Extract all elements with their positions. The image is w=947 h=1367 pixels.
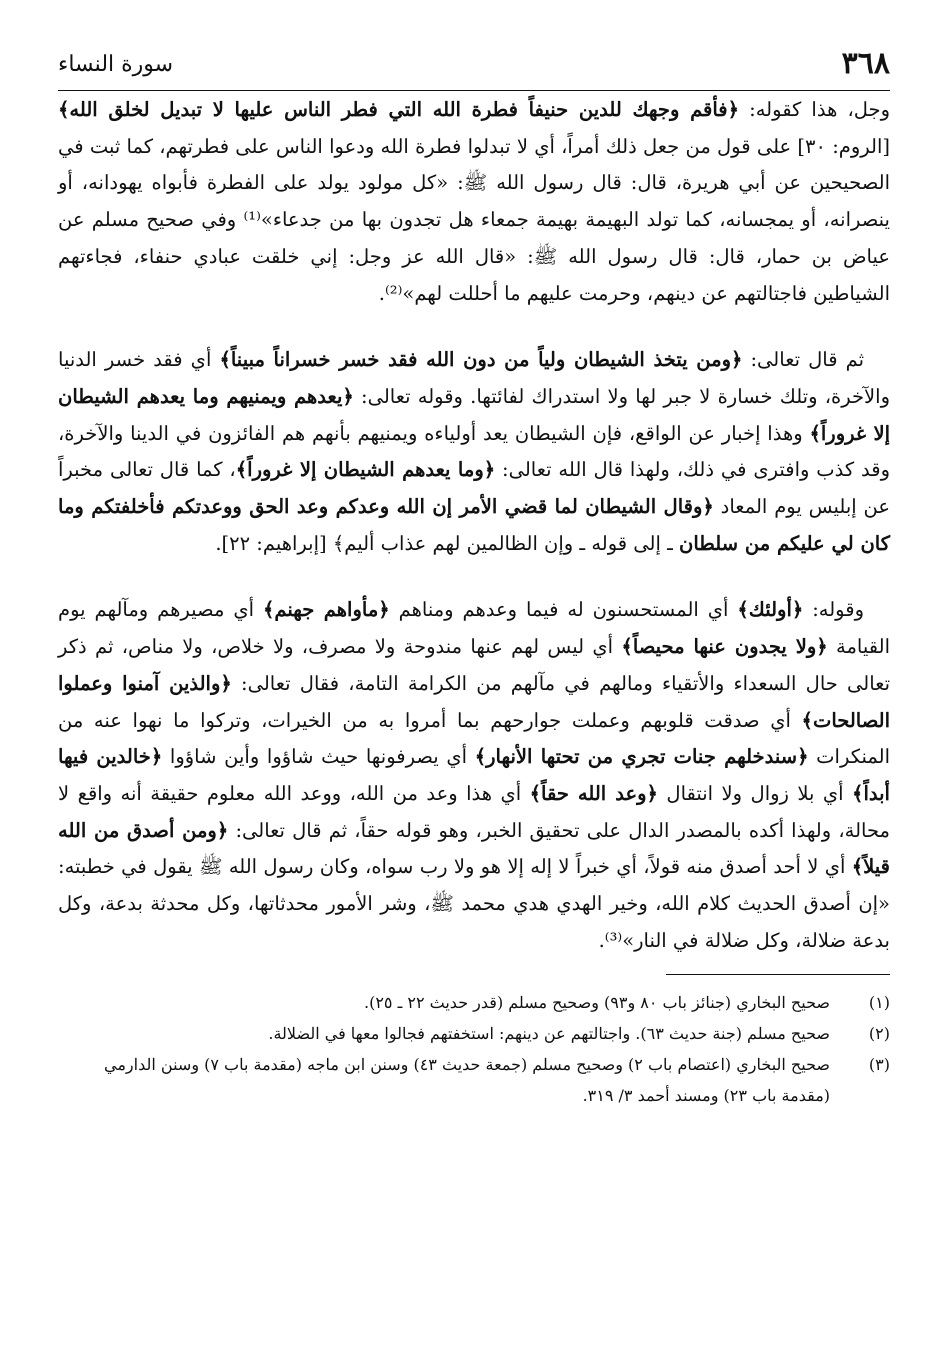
page-number: ٣٦٨ <box>841 46 890 81</box>
commentary-text: أي هذا وعد من الله، ووعد الله معلوم حقيقة أنه واقع لا محالة، ولهذا أكده بالمصدر الدال على تحقيق الخبر، وهو قوله حقاً، ثم قال تعالى: <box>58 781 890 842</box>
footnotes <box>58 987 890 1111</box>
quran-verse: ﴿فأقم وجهك للدين حنيفاً فطرة الله التي فطر الناس عليها لا تبديل لخلق الله﴾ <box>58 98 740 121</box>
paragraph-2 <box>58 342 890 562</box>
quran-verse: ﴿ومن يتخذ الشيطان ولياً من دون الله فقد خسر خسراناً مبيناً﴾ <box>219 348 743 372</box>
footnote-1 <box>58 987 890 1018</box>
paragraph-3 <box>58 592 890 959</box>
quran-verse: ﴿والذين آمنوا وعملوا الصالحات﴾ <box>58 671 890 732</box>
quran-verse: ﴿وقال الشيطان لما قضي الأمر إن الله وعدكم وعد الحق ووعدتكم فأخلفتكم وما كان لي عليكم من سلطان <box>58 495 890 555</box>
quran-verse: ﴿ومن أصدق من الله قيلاً﴾ <box>58 818 890 879</box>
commentary-text: أي مصيرهم ومآلهم يوم القيامة <box>58 598 890 659</box>
commentary-text: وقوله: <box>803 598 864 622</box>
commentary-text: أي يصرفونها حيث شاؤوا وأين شاؤوا <box>162 745 475 769</box>
page-header <box>58 40 890 92</box>
commentary-text: ـ إلى قوله ـ وإن الظالمين لهم عذاب أليم﴾ [إبراهيم: ٢٢]. <box>215 531 680 555</box>
footnote-text: صحيح البخاري (اعتصام باب ٢) وصحيح مسلم (جمعة حديث ٤٣) وسنن ابن ماجه (مقدمة باب ٧) وسنن الدارمي (مقدمة باب ٢٣) ومسند أحمد ٣/ ٣١٩. <box>104 1055 830 1106</box>
footnote-number: (١) <box>868 993 890 1013</box>
commentary-text: وجل، هذا كقوله: <box>739 98 890 121</box>
commentary-text: أي صدقت قلوبهم وعملت جوارحهم بما أمروا به من الخيرات، وتركوا ما نهوا عنه من المنكرات <box>58 708 890 769</box>
commentary-text: [الروم: ٣٠] على قول من جعل ذلك أمراً، أي لا تبدلوا فطرة الله ودعوا الناس على فطرتهم، كما ثبت في الصحيحين عن أبي هريرة، قال: قال رسول الله ﷺ: «كل مولود يولد على الفطرة فأبواه يهودانه، أو ينصرانه، أو يمجسانه، كما تولد البهيمة بهيمة جمعاء هل تجدون بها من جدعاء»⁽¹⁾ وفي صحيح مسلم عن عياض بن حمار، قال: قال رسول الله ﷺ: «قال الله عز وجل: إني خلقت عبادي حنفاء، فجاءتهم الشياطين فاجتالتهم عن دينهم، وحرمت عليهم ما أحللت لهم»⁽²⁾. <box>58 134 890 305</box>
book-page <box>58 40 890 1340</box>
commentary-text: ثم قال تعالى: <box>742 348 864 372</box>
header-divider <box>58 90 890 91</box>
commentary-text: أي ليس لهم عنها مندوحة ولا مصرف، ولا خلاص، ولا مناص، ثم ذكر تعالى حال السعداء والأتقياء ومالهم في مآلهم من الكرامة التامة، فقال تعالى: <box>58 635 890 695</box>
footnote-3 <box>58 1049 890 1111</box>
footnote-2 <box>58 1018 890 1049</box>
quran-verse: ﴿خالدين فيها أبداً﴾ <box>58 745 890 805</box>
commentary-text: أي لا أحد أصدق منه قولاً، أي خبراً لا إله إلا هو ولا رب سواه، وكان رسول الله ﷺ يقول في خطبته: «إن أصدق الحديث كلام الله، وخير الهدي هدي محمد ﷺ، وشر الأمور محدثاتها، وكل محدثة بدعة، وكل بدعة ضلالة، وكل ضلالة في النار»⁽³⁾. <box>58 855 890 952</box>
quran-verse: ﴿وما يعدهم الشيطان إلا غروراً﴾ <box>235 458 496 482</box>
commentary-text: أي فقد خسر الدنيا والآخرة، وتلك خسارة لا جبر لها ولا استدراك لفائتها. وقوله تعالى: <box>58 348 891 408</box>
surah-name: سورة النساء <box>58 52 174 77</box>
footnote-number: (٢) <box>868 1024 890 1044</box>
paragraph-1 <box>58 92 890 312</box>
commentary-text: أي بلا زوال ولا انتقال <box>657 781 853 805</box>
quran-verse: ﴿سندخلهم جنات تجري من تحتها الأنهار﴾ <box>474 745 809 769</box>
commentary-text: وهذا إخبار عن الواقع، فإن الشيطان يعد أولياءه ويمنيهم بأنهم هم الفائزون في الدينا والآخرة، وقد كذب وافترى في ذلك، ولهذا قال الله تعالى: <box>58 421 890 482</box>
footnote-text: صحيح مسلم (جنة حديث ٦٣). واجتالتهم عن دينهم: استخفتهم فجالوا معها في الضلالة. <box>268 1024 830 1044</box>
quran-verse: ﴿أولئك﴾ <box>737 598 804 622</box>
quran-verse: ﴿وعد الله حقاً﴾ <box>529 781 658 805</box>
quran-verse: ﴿ولا يجدون عنها محيصاً﴾ <box>621 635 828 659</box>
commentary-text: أي المستحسنون له فيما وعدهم ومناهم <box>389 598 738 622</box>
main-text <box>58 92 890 959</box>
quran-verse: ﴿يعدهم ويمنيهم وما يعدهم الشيطان إلا غروراً﴾ <box>58 384 890 445</box>
footnote-text: صحيح البخاري (جنائز باب ٨٠ و٩٣) وصحيح مسلم (قدر حديث ٢٢ ـ ٢٥). <box>363 993 830 1013</box>
footnote-divider-line <box>666 974 890 975</box>
footnote-number: (٣) <box>868 1055 890 1075</box>
commentary-text: ، كما قال تعالى مخبراً عن إبليس يوم المعاد <box>58 458 890 519</box>
quran-verse: ﴿مأواهم جهنم﴾ <box>262 598 390 622</box>
